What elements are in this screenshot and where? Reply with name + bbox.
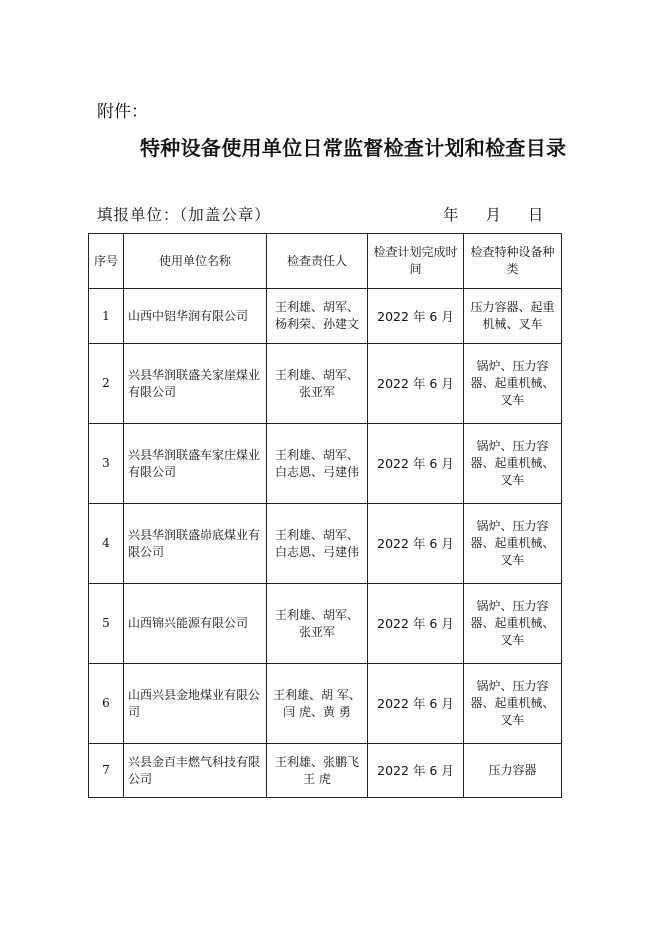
row-time: 2022 年 6 月: [368, 744, 464, 798]
row-type: 锅炉、压力容器、起重机械、叉车: [464, 664, 562, 744]
header-type: 检查特种设备种类: [464, 234, 562, 289]
table-row: [89, 584, 562, 664]
row-no: 2: [89, 344, 124, 424]
row-type: 锅炉、压力容器、起重机械、叉车: [464, 504, 562, 584]
date-year-label: 年: [443, 206, 459, 224]
row-time: 2022 年 6 月: [368, 584, 464, 664]
row-person: 王利雄、胡军、张亚军: [267, 584, 368, 664]
attachment-label: 附件：: [97, 102, 148, 122]
row-type: 锅炉、压力容器、起重机械、叉车: [464, 584, 562, 664]
row-unit: 兴县金百丰燃气科技有限公司: [124, 744, 267, 798]
date-month-label: 月: [485, 206, 501, 224]
row-unit: 山西锦兴能源有限公司: [124, 584, 267, 664]
row-unit: 兴县华润联盛关家崖煤业有限公司: [124, 344, 267, 424]
fill-date: [443, 205, 543, 225]
table-row: [89, 744, 562, 798]
row-no: 7: [89, 744, 124, 798]
row-person: 王利雄、胡 军、闫 虎、黄 勇: [267, 664, 368, 744]
table-row: [89, 344, 562, 424]
date-day-label: 日: [527, 206, 544, 224]
fill-unit-label: 填报单位：（加盖公章）: [97, 206, 271, 224]
table-row: [89, 289, 562, 344]
document-title: 特种设备使用单位日常监督检查计划和检查目录: [140, 136, 567, 160]
row-time: 2022 年 6 月: [368, 424, 464, 504]
row-time: 2022 年 6 月: [368, 664, 464, 744]
row-person: 王利雄、胡军、白志恩、弓建伟: [267, 504, 368, 584]
table-row: [89, 504, 562, 584]
row-person: 王利雄、张鹏飞 王 虎: [267, 744, 368, 798]
header-no: 序号: [89, 234, 124, 289]
row-no: 1: [89, 289, 124, 344]
row-time: 2022 年 6 月: [368, 289, 464, 344]
row-unit: 兴县华润联盛车家庄煤业有限公司: [124, 424, 267, 504]
row-person: 王利雄、胡军、杨利荣、孙建文: [267, 289, 368, 344]
row-type: 锅炉、压力容器、起重机械、叉车: [464, 344, 562, 424]
header-unit: 使用单位名称: [124, 234, 267, 289]
row-no: 4: [89, 504, 124, 584]
row-unit: 山西兴县金地煤业有限公司: [124, 664, 267, 744]
row-unit: 兴县华润联盛峁底煤业有限公司: [124, 504, 267, 584]
row-no: 3: [89, 424, 124, 504]
inspection-table: [88, 233, 562, 798]
row-person: 王利雄、胡军、张亚军: [267, 344, 368, 424]
table-row: [89, 424, 562, 504]
row-time: 2022 年 6 月: [368, 344, 464, 424]
table-row: [89, 664, 562, 744]
row-type: 锅炉、压力容器、起重机械、叉车: [464, 424, 562, 504]
row-type: 压力容器、起重机械、叉车: [464, 289, 562, 344]
row-type: 压力容器: [464, 744, 562, 798]
row-no: 5: [89, 584, 124, 664]
table-header-row: [89, 234, 562, 289]
row-person: 王利雄、胡军、白志恩、弓建伟: [267, 424, 368, 504]
header-time: 检查计划完成时间: [368, 234, 464, 289]
row-no: 6: [89, 664, 124, 744]
row-time: 2022 年 6 月: [368, 504, 464, 584]
header-person: 检查责任人: [267, 234, 368, 289]
row-unit: 山西中铝华润有限公司: [124, 289, 267, 344]
